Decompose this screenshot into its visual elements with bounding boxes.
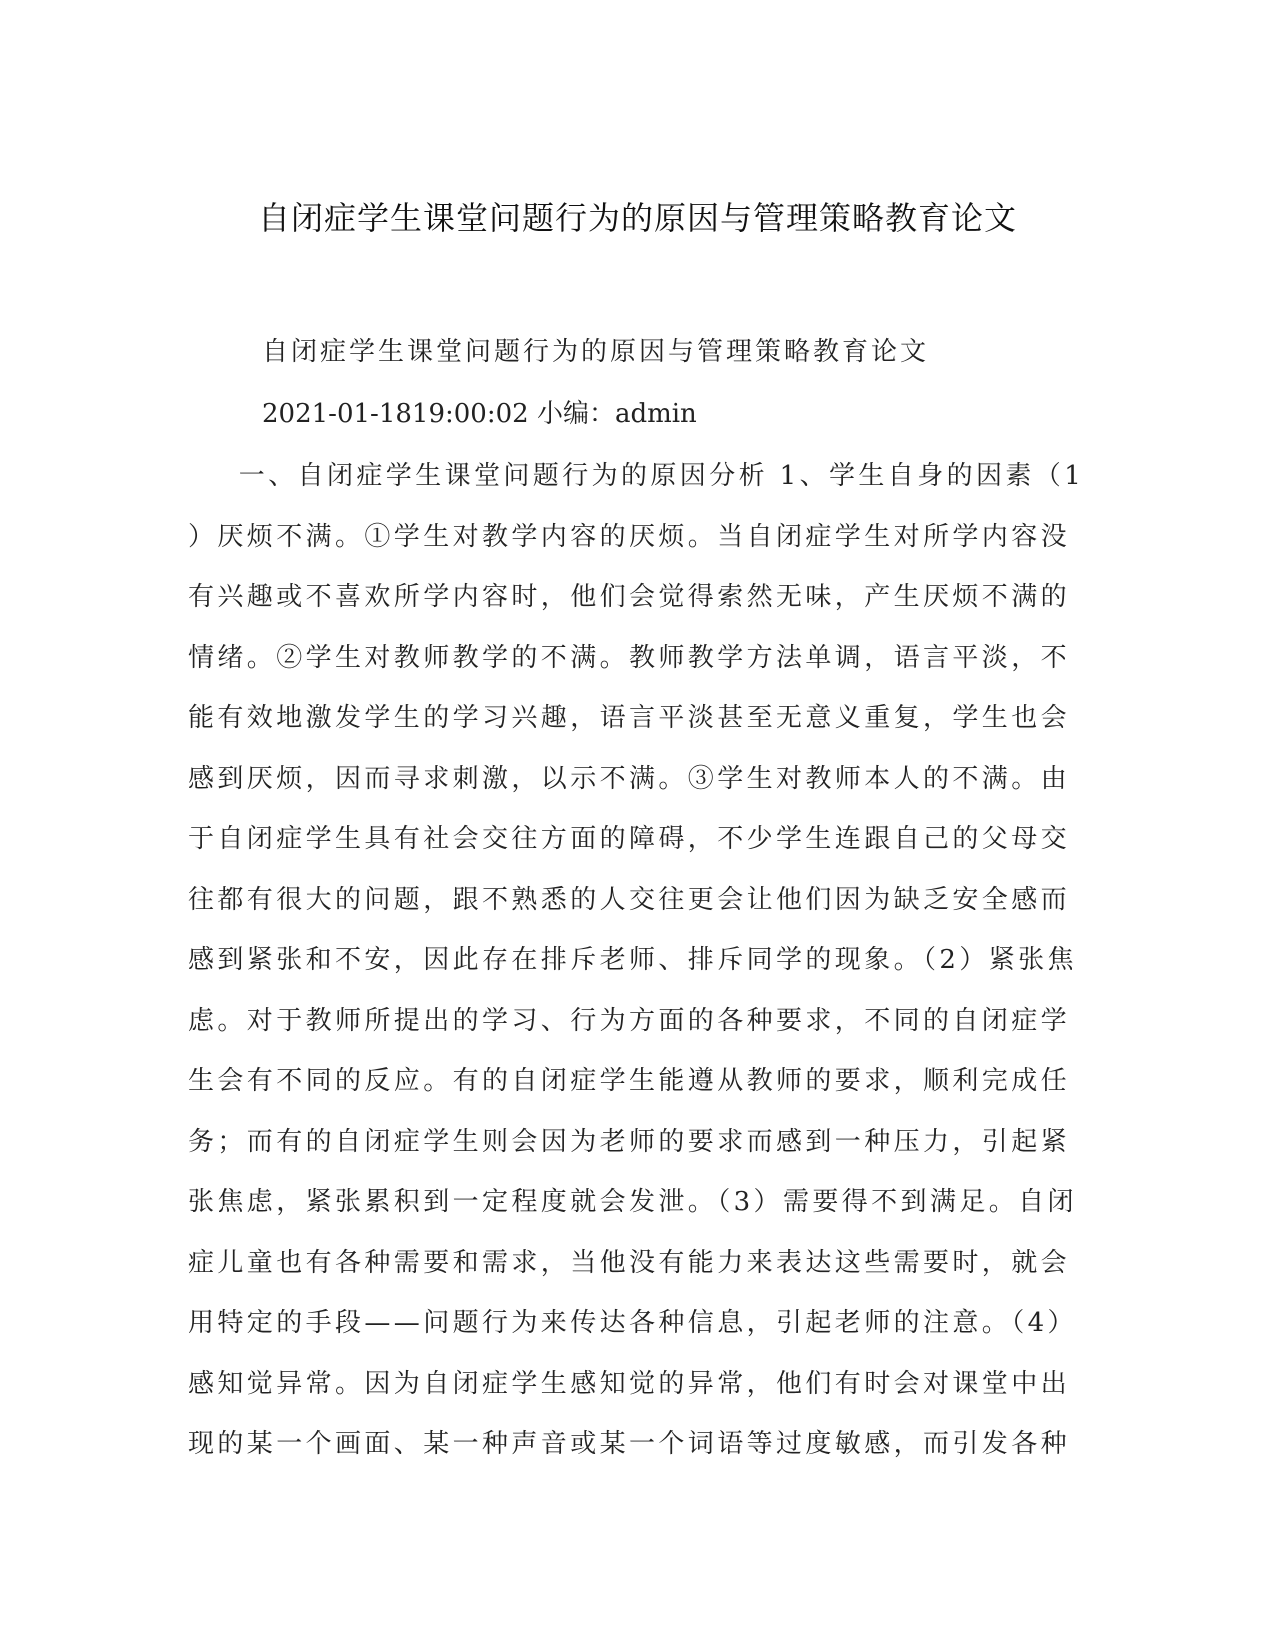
body-line: 能有效地激发学生的学习兴趣，语言平淡甚至无意义重复，学生也会	[188, 703, 1071, 733]
body-line: 生会有不同的反应。有的自闭症学生能遵从教师的要求，顺利完成任	[188, 1066, 1071, 1096]
body-line: 有兴趣或不喜欢所学内容时，他们会觉得索然无味，产生厌烦不满的	[188, 582, 1071, 612]
body-line: 往都有很大的问题，跟不熟悉的人交往更会让他们因为缺乏安全感而	[188, 884, 1071, 915]
body-line: 症儿童也有各种需要和需求，当他没有能力来表达这些需要时，就会	[188, 1247, 1071, 1278]
body-line: 感到厌烦，因而寻求刺激，以示不满。③学生对教师本人的不满。由	[188, 763, 1071, 794]
article-subtitle: 自闭症学生课堂问题行为的原因与管理策略教育论文	[262, 337, 930, 367]
body-line: 用特定的手段——问题行为来传达各种信息，引起老师的注意。（4）	[188, 1308, 1077, 1338]
body-line: 于自闭症学生具有社会交往方面的障碍，不少学生连跟自己的父母交	[188, 824, 1071, 854]
article-meta: 2021-01-1819:00:02 小编：admin	[262, 399, 697, 429]
body-line: 一、自闭症学生课堂问题行为的原因分析 1、学生自身的因素（1	[180, 461, 1085, 491]
body-line: 现的某一个画面、某一种声音或某一个词语等过度敏感，而引发各种	[188, 1429, 1071, 1459]
body-line: ）厌烦不满。①学生对教学内容的厌烦。当自闭症学生对所学内容没	[188, 521, 1071, 552]
body-line: 情绪。②学生对教师教学的不满。教师教学方法单调，语言平淡，不	[188, 642, 1071, 673]
body-line: 张焦虑，紧张累积到一定程度就会发泄。（3）需要得不到满足。自闭	[188, 1187, 1077, 1217]
page-title: 自闭症学生课堂问题行为的原因与管理策略教育论文	[257, 199, 1017, 237]
body-line: 感到紧张和不安，因此存在排斥老师、排斥同学的现象。（2）紧张焦	[188, 945, 1077, 975]
article-body	[180, 446, 1088, 1475]
body-line: 虑。对于教师所提出的学习、行为方面的各种要求，不同的自闭症学	[188, 1005, 1071, 1036]
body-line: 务；而有的自闭症学生则会因为老师的要求而感到一种压力，引起紧	[188, 1126, 1071, 1157]
body-line: 感知觉异常。因为自闭症学生感知觉的异常，他们有时会对课堂中出	[188, 1368, 1071, 1399]
